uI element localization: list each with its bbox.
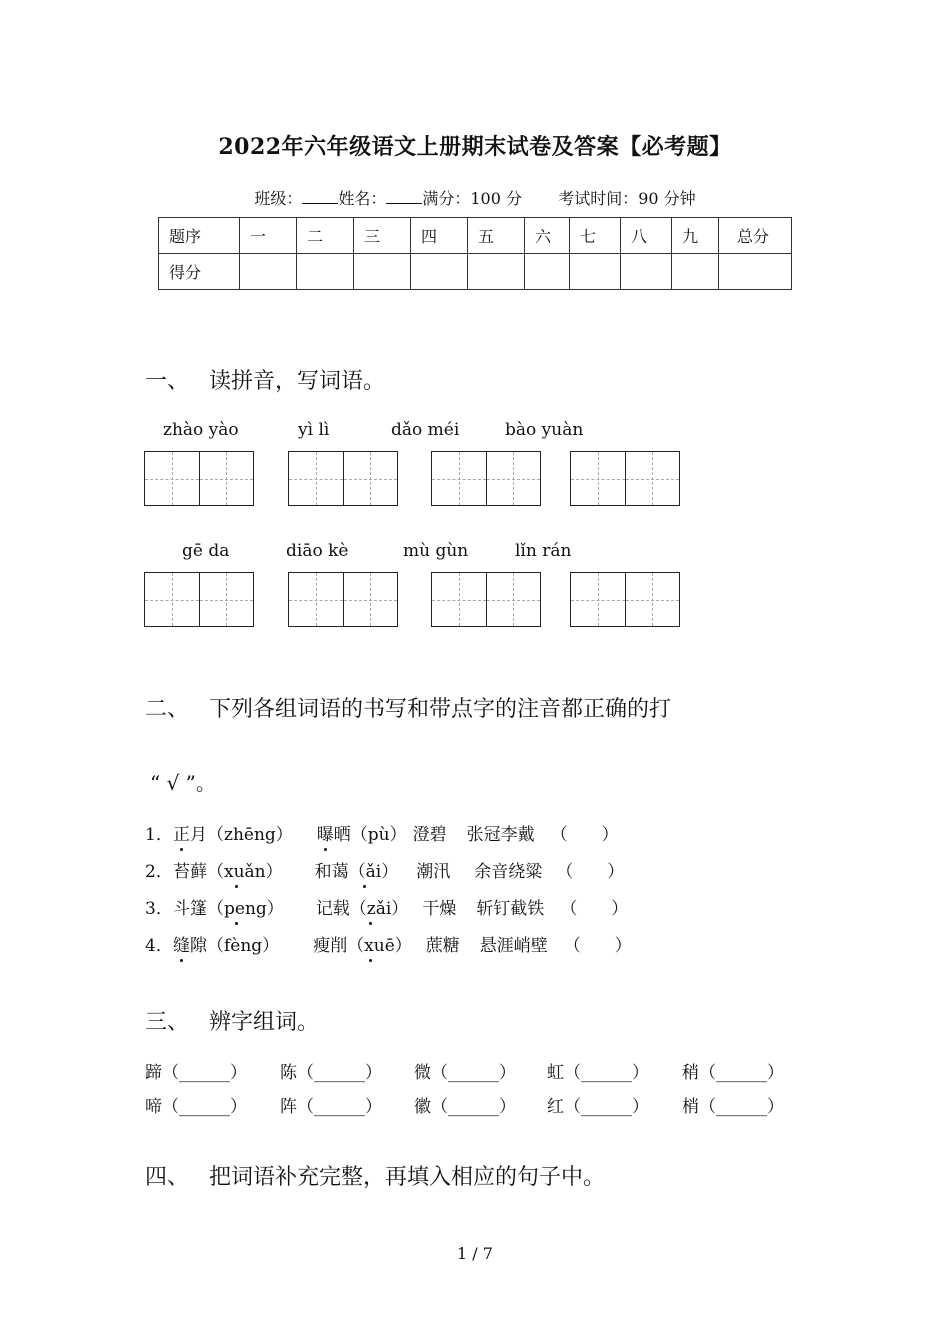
word-b-first: 和 — [314, 862, 332, 882]
score-cell[interactable] — [240, 254, 297, 290]
pinyin: bào yuàn — [505, 420, 584, 440]
score-header-cell: 六 — [525, 218, 570, 254]
section-3-heading — [145, 1005, 319, 1036]
dotted-char: 篷（peng） — [190, 899, 284, 919]
dotted-char: 藓（xuǎn） — [190, 862, 283, 882]
word-b-first: 瘦 — [313, 936, 331, 956]
answer-blank[interactable]: （ ） — [563, 936, 632, 956]
score-table — [158, 217, 792, 290]
word-a: 隙（fèng） — [190, 936, 280, 956]
exam-time: 考试时间：90 分钟 — [558, 189, 696, 208]
word-blank[interactable]: 徽（______） — [414, 1097, 516, 1117]
dotted-char: 缝 — [173, 936, 190, 956]
score-row-label: 得分 — [159, 254, 240, 290]
writing-grid[interactable] — [431, 451, 541, 506]
name-blank — [386, 189, 422, 204]
dotted-char: 载（zǎi） — [332, 899, 409, 919]
section-1-title: 读拼音，写词语。 — [209, 369, 386, 394]
item-number: 3． — [145, 899, 173, 919]
section-2-title-cont: “ √ ”。 — [150, 771, 216, 795]
section-1-heading — [145, 364, 385, 395]
score-header-cell: 四 — [411, 218, 468, 254]
word-c: 蔗糖 — [425, 936, 460, 956]
score-cell[interactable] — [672, 254, 719, 290]
section-3-title: 辨字组词。 — [209, 1010, 320, 1035]
dotted-char: 曝 — [316, 825, 334, 845]
score-header-cell: 九 — [672, 218, 719, 254]
word-blank[interactable]: 陈（______） — [280, 1063, 382, 1083]
writing-grid[interactable] — [288, 572, 398, 627]
word-a-first: 苔 — [173, 862, 190, 882]
section-1-number: 一、 — [145, 369, 190, 394]
section-2-number: 二、 — [145, 697, 190, 722]
full-score: 满分：100 分 — [422, 189, 523, 208]
pinyin: gē da — [182, 541, 230, 561]
page-title: 2022年六年级语文上册期末试卷及答案【必考题】 — [218, 134, 732, 160]
question-item — [145, 857, 624, 882]
dotted-char: 正 — [173, 825, 190, 845]
word-blank[interactable]: 微（______） — [414, 1063, 516, 1083]
score-cell[interactable] — [719, 254, 792, 290]
answer-blank[interactable]: （ ） — [556, 862, 625, 882]
pinyin: lǐn rán — [515, 541, 572, 561]
name-label: 姓名： — [338, 189, 387, 208]
section-2-heading — [145, 692, 671, 723]
score-header-cell: 七 — [570, 218, 621, 254]
writing-grid[interactable] — [570, 572, 680, 627]
word-d: 斩钉截铁 — [476, 899, 545, 919]
pinyin: yì lì — [298, 420, 330, 440]
question-item — [145, 820, 619, 845]
writing-grid[interactable] — [144, 572, 254, 627]
word-d: 张冠李戴 — [466, 825, 535, 845]
word-blank[interactable]: 虹（______） — [547, 1063, 649, 1083]
writing-grid[interactable] — [570, 451, 680, 506]
dotted-char: 蔼（ǎi） — [331, 862, 399, 882]
score-header-cell: 二 — [297, 218, 354, 254]
item-number: 1． — [145, 825, 173, 845]
section-4-number: 四、 — [145, 1165, 190, 1190]
section-3-number: 三、 — [145, 1010, 190, 1035]
word-blank[interactable]: 红（______） — [547, 1097, 649, 1117]
section-4-heading — [145, 1160, 605, 1191]
word-d: 悬涯峭壁 — [479, 936, 548, 956]
word-blank[interactable]: 阵（______） — [280, 1097, 382, 1117]
word-blank[interactable]: 蹄（______） — [145, 1063, 247, 1083]
score-value-row — [159, 254, 792, 290]
word-c: 潮汛 — [416, 862, 451, 882]
score-cell[interactable] — [621, 254, 672, 290]
score-header-row — [159, 218, 792, 254]
page-number: 1 / 7 — [457, 1244, 493, 1263]
score-header-cell: 一 — [240, 218, 297, 254]
question-item — [145, 894, 628, 919]
item-number: 2． — [145, 862, 173, 882]
word-blank[interactable]: 啼（______） — [145, 1097, 247, 1117]
score-header-cell: 五 — [468, 218, 525, 254]
score-header-cell: 八 — [621, 218, 672, 254]
score-cell[interactable] — [297, 254, 354, 290]
score-header-cell: 三 — [354, 218, 411, 254]
word-c: 干燥 — [422, 899, 457, 919]
pinyin: dǎo méi — [391, 420, 460, 440]
word-blank[interactable]: 梢（______） — [682, 1097, 784, 1117]
word-c: 澄碧 — [412, 825, 447, 845]
section-2-title: 下列各组词语的书写和带点字的注音都正确的打 — [209, 697, 672, 722]
item-number: 4． — [145, 936, 173, 956]
score-header-cell: 总分 — [719, 218, 792, 254]
class-blank — [302, 189, 338, 204]
writing-grid[interactable] — [288, 451, 398, 506]
answer-blank[interactable]: （ ） — [560, 899, 629, 919]
score-cell[interactable] — [354, 254, 411, 290]
score-cell[interactable] — [411, 254, 468, 290]
pinyin: diāo kè — [286, 541, 349, 561]
section-4-title: 把词语补充完整，再填入相应的句子中。 — [209, 1165, 606, 1190]
score-cell[interactable] — [468, 254, 525, 290]
writing-grid[interactable] — [144, 451, 254, 506]
pinyin: mù gùn — [403, 541, 469, 561]
word-a: 月（zhēng） — [190, 825, 293, 845]
score-cell[interactable] — [570, 254, 621, 290]
word-b: 晒（pù） — [333, 825, 407, 845]
writing-grid[interactable] — [431, 572, 541, 627]
pinyin: zhào yào — [163, 420, 239, 440]
exam-info — [0, 186, 950, 209]
word-a-first: 斗 — [173, 899, 190, 919]
dotted-char: 削（xuē） — [330, 936, 412, 956]
word-blank[interactable]: 稍（______） — [682, 1063, 784, 1083]
score-cell[interactable] — [525, 254, 570, 290]
word-b-first: 记 — [315, 899, 333, 919]
class-label: 班级： — [254, 189, 303, 208]
word-d: 余音绕粱 — [474, 862, 543, 882]
score-header-cell: 题序 — [159, 218, 240, 254]
question-item — [145, 931, 632, 956]
answer-blank[interactable]: （ ） — [550, 825, 619, 845]
